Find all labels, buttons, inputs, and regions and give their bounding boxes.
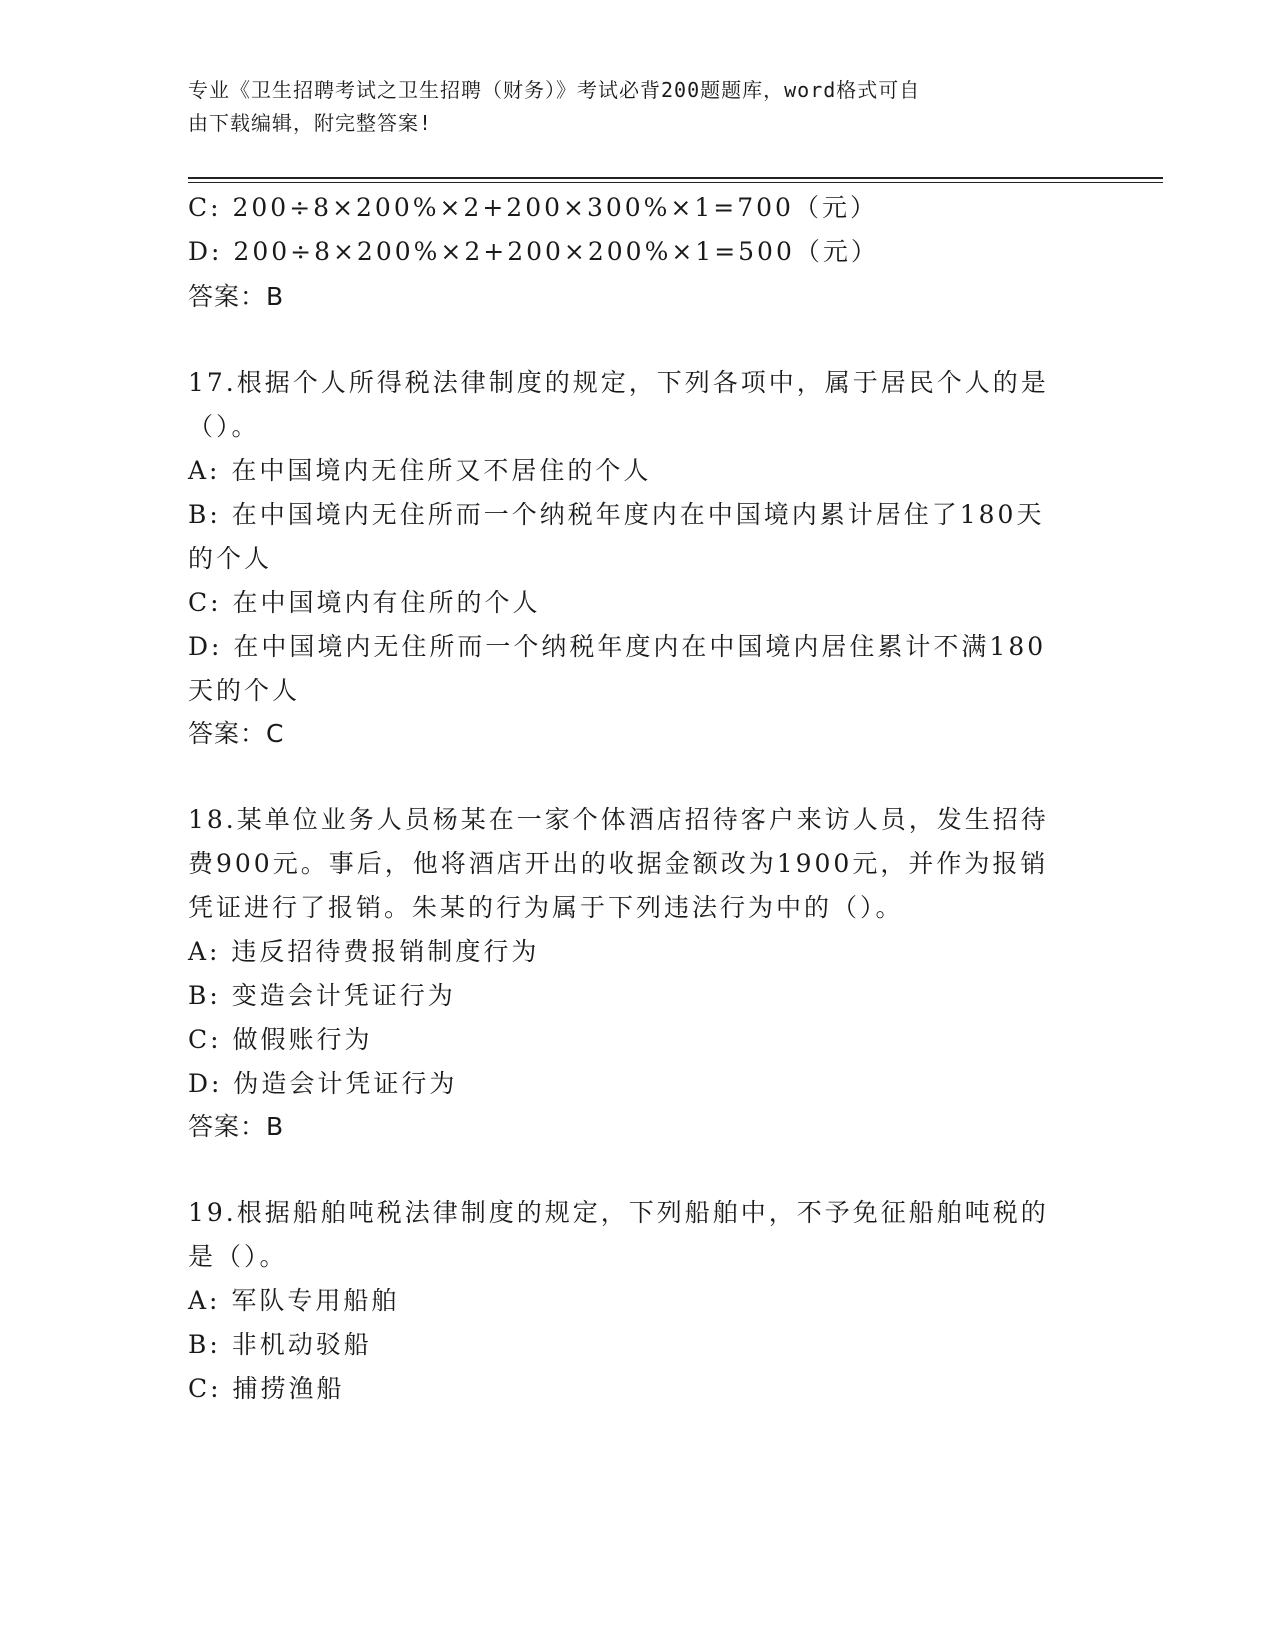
q17-stem-line-1: 17.根据个人所得税法律制度的规定，下列各项中，属于居民个人的是 xyxy=(188,368,1049,397)
q17-option-d-line-2: 天的个人 xyxy=(188,676,301,705)
q18-option-b: B: 变造会计凭证行为 xyxy=(188,981,456,1010)
q19-option-b: B: 非机动驳船 xyxy=(188,1330,372,1359)
q17-answer: 答案：C xyxy=(188,719,285,748)
q18-stem-line-3: 凭证进行了报销。朱某的行为属于下列违法行为中的（）。 xyxy=(188,893,904,922)
prev-option-d: D: 200÷8×200%×2+200×200%×1=500（元） xyxy=(188,237,879,266)
q17-option-d-line-1: D: 在中国境内无住所而一个纳税年度内在中国境内居住累计不满180 xyxy=(188,632,1047,661)
q17-stem-line-2: （）。 xyxy=(188,412,260,441)
q18-stem-line-2: 费900元。事后，他将酒店开出的收据金额改为1900元，并作为报销 xyxy=(188,849,1049,878)
q19-stem-line-1: 19.根据船舶吨税法律制度的规定，下列船舶中，不予免征船舶吨税的 xyxy=(188,1198,1049,1227)
q18-option-d: D: 伪造会计凭证行为 xyxy=(188,1069,458,1098)
q17-option-a: A: 在中国境内无住所又不居住的个人 xyxy=(188,456,652,485)
q19-option-c: C: 捕捞渔船 xyxy=(188,1374,345,1403)
prev-option-c: C: 200÷8×200%×2+200×300%×1=700（元） xyxy=(188,193,878,222)
document-header xyxy=(188,74,1088,140)
header-line-2: 由下载编辑，附完整答案! xyxy=(188,111,433,135)
q17-option-b-line-1: B: 在中国境内无住所而一个纳税年度内在中国境内累计居住了180天 xyxy=(188,500,1045,529)
q18-option-c: C: 做假账行为 xyxy=(188,1025,373,1054)
header-divider-thick xyxy=(188,177,1163,179)
q18-stem-line-1: 18.某单位业务人员杨某在一家个体酒店招待客户来访人员，发生招待 xyxy=(188,805,1049,834)
q17-option-c: C: 在中国境内有住所的个人 xyxy=(188,588,541,617)
header-divider-thin xyxy=(188,182,1163,183)
q19-option-a: A: 军队专用船舶 xyxy=(188,1286,400,1315)
q19-stem-line-2: 是（）。 xyxy=(188,1242,288,1271)
prev-answer: 答案：B xyxy=(188,282,285,311)
q18-option-a: A: 违反招待费报销制度行为 xyxy=(188,937,540,966)
q17-option-b-line-2: 的个人 xyxy=(188,544,273,573)
q18-answer: 答案：B xyxy=(188,1112,285,1141)
header-line-1: 专业《卫生招聘考试之卫生招聘（财务）》考试必背200题题库，word格式可自 xyxy=(188,78,921,102)
